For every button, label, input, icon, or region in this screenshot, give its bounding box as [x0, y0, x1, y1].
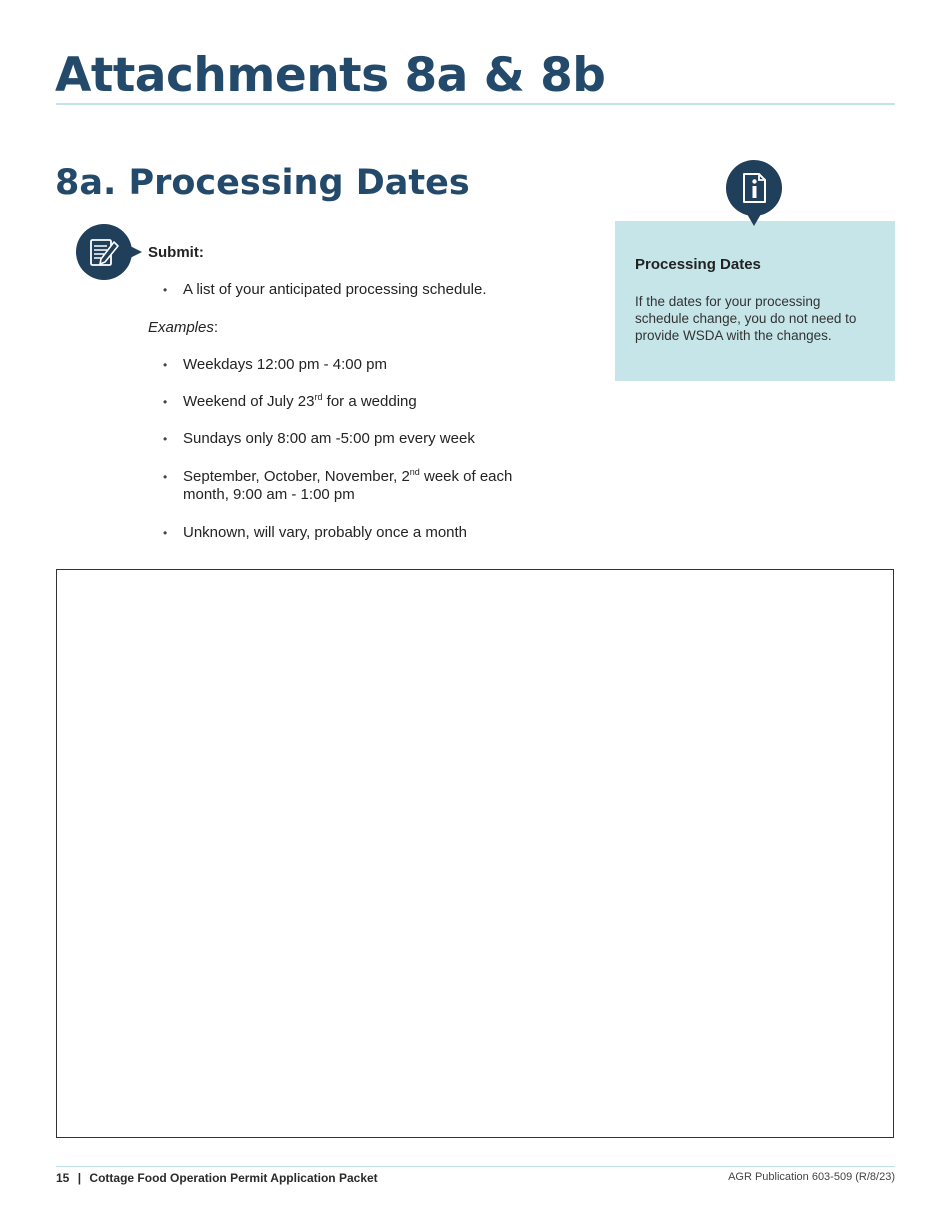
document-pencil-icon — [74, 222, 144, 282]
info-panel-title: Processing Dates — [635, 256, 761, 273]
title-divider — [56, 103, 895, 105]
footer-separator: | — [77, 1171, 82, 1185]
list-item: • Weekdays 12:00 pm - 4:00 pm — [183, 356, 563, 374]
list-item: • September, October, November, 2nd week of each month, 9:00 am - 1:00 pm — [183, 468, 533, 504]
info-panel-body: If the dates for your processing schedule change, you do not need to provide WSDA with the changes. — [635, 294, 857, 343]
section-title: 8a. Processing Dates — [55, 163, 470, 203]
submit-label: Submit: — [148, 244, 204, 261]
list-item: • Unknown, will vary, probably once a month — [183, 524, 563, 542]
examples-label: Examples: — [148, 319, 219, 336]
list-item: • Sundays only 8:00 am -5:00 pm every week — [183, 430, 563, 448]
footer-packet-info — [56, 1171, 378, 1186]
page-number: 15 — [56, 1171, 70, 1185]
page-title: Attachments 8a & 8b — [55, 48, 606, 103]
info-document-icon — [725, 160, 783, 228]
packet-title: Cottage Food Operation Permit Application Packet — [89, 1171, 378, 1185]
footer-divider — [56, 1166, 895, 1167]
list-item: • A list of your anticipated processing schedule. — [183, 281, 563, 299]
publication-number: AGR Publication 603-509 (R/8/23) — [728, 1171, 895, 1183]
processing-dates-entry-box[interactable] — [56, 569, 894, 1138]
list-item: • Weekend of July 23rd for a wedding — [183, 393, 563, 411]
